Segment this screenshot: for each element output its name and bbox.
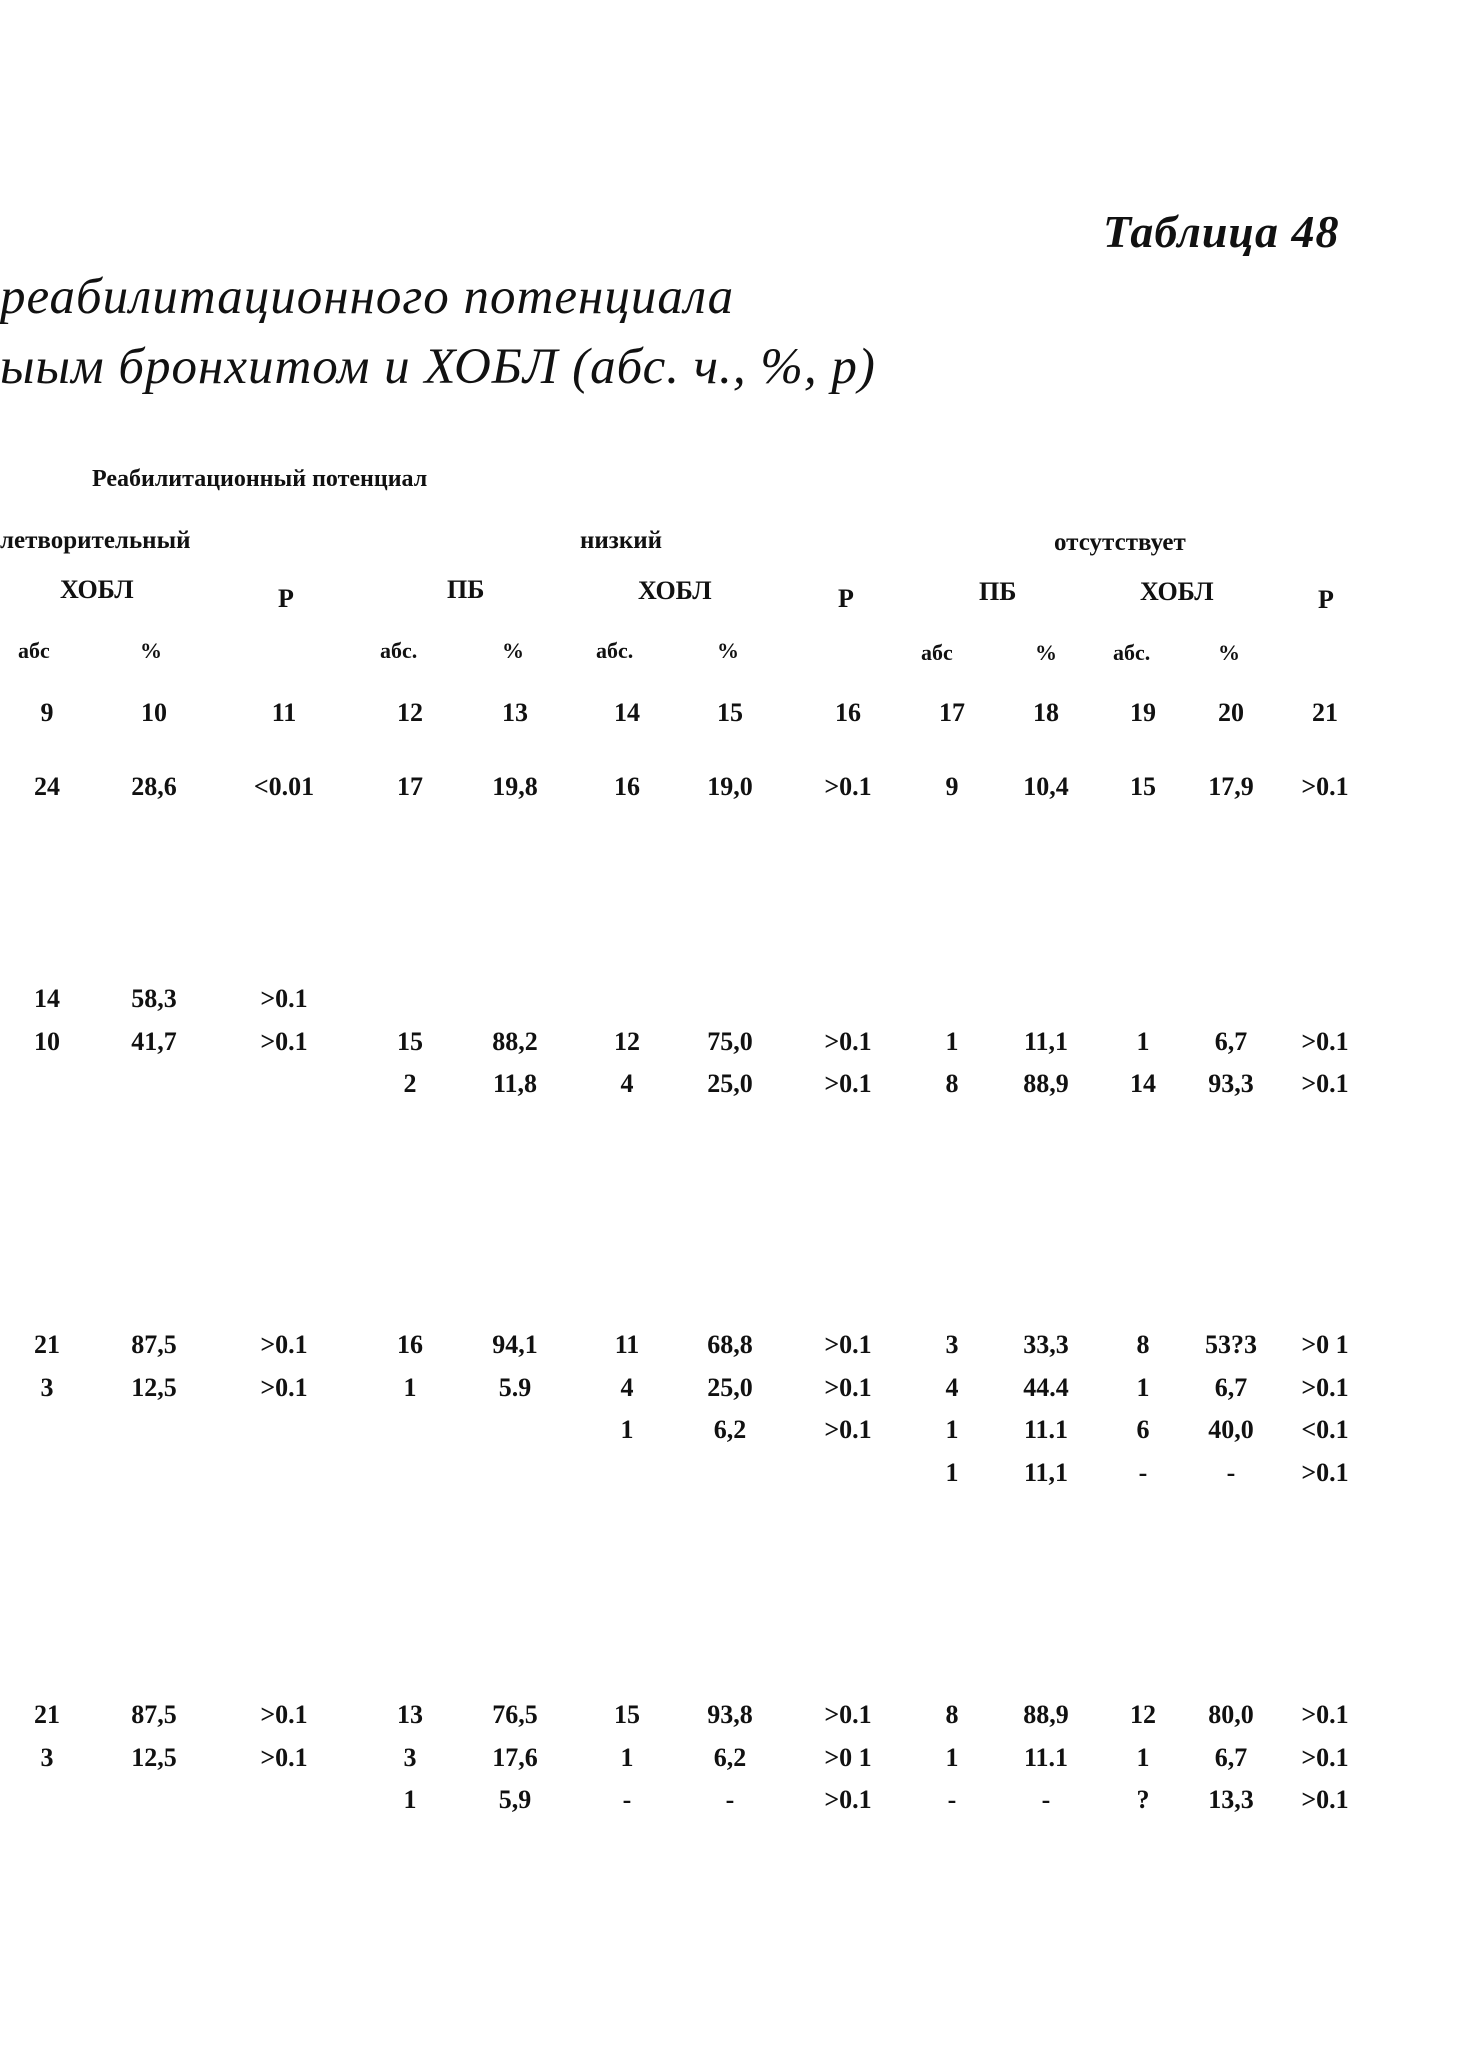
table-cell: <0.01 [253, 772, 315, 801]
table-cell: 3 [40, 1373, 54, 1402]
table-cell: 75,0 [707, 1027, 753, 1056]
table-cell: >0.1 [1301, 1785, 1349, 1814]
table-cell: 1 [403, 1373, 417, 1402]
table-cell: 1 [620, 1743, 634, 1772]
table-cell: 15 [614, 1700, 640, 1729]
table-cell: 41,7 [131, 1027, 177, 1056]
table-cell: 5,9 [498, 1785, 532, 1814]
table-cell: 12 [614, 1027, 640, 1056]
unit-label-abs: абс. [380, 638, 418, 663]
subgroup-copd: ХОБЛ [1140, 577, 1214, 606]
table-cell: 14 [1130, 1069, 1156, 1098]
table-cell: 16 [614, 772, 640, 801]
table-label: Таблица 48 [1103, 206, 1340, 257]
unit-label-percent: % [1218, 640, 1240, 665]
table-cell: >0.1 [824, 1785, 872, 1814]
table-cell: 1 [945, 1415, 959, 1444]
unit-label-abs: абс [18, 638, 50, 663]
table-cell: 15 [1130, 772, 1156, 801]
table-cell: 5.9 [498, 1373, 532, 1402]
table-cell: >0.1 [824, 1069, 872, 1098]
table-cell: 1 [403, 1785, 417, 1814]
table-cell: 3 [403, 1743, 417, 1772]
table-cell: 28,6 [131, 772, 177, 801]
table-cell: 88,9 [1023, 1069, 1069, 1098]
table-cell: >0.1 [824, 1415, 872, 1444]
table-cell: 21 [34, 1700, 60, 1729]
table-cell: 6,7 [1214, 1373, 1248, 1402]
table-cell: >0.1 [1301, 1458, 1349, 1487]
table-cell: <0.1 [1301, 1415, 1349, 1444]
table-cell: 8 [945, 1069, 959, 1098]
table-cell: 9 [945, 772, 959, 801]
table-cell: 11,1 [1023, 1027, 1069, 1056]
table-cell: >0.1 [260, 1743, 308, 1772]
column-number: 12 [397, 698, 423, 727]
table-cell: 11,8 [492, 1069, 538, 1098]
table-cell: >0.1 [1301, 772, 1349, 801]
table-cell: 4 [620, 1373, 634, 1402]
header-rehab-potential: Реабилитационный потенциал [92, 466, 428, 492]
table-cell: 1 [1136, 1743, 1150, 1772]
table-cell: 12,5 [131, 1743, 177, 1772]
table-cell: >0.1 [824, 772, 872, 801]
table-cell: 16 [397, 1330, 423, 1359]
table-cell: >0.1 [1301, 1700, 1349, 1729]
table-cell: - [1041, 1785, 1051, 1814]
table-cell: 6,7 [1214, 1743, 1248, 1772]
column-number: 9 [40, 698, 54, 727]
subgroup-copd: ХОБЛ [638, 576, 712, 605]
unit-label-percent: % [140, 638, 162, 663]
table-cell: 87,5 [131, 1330, 177, 1359]
table-cell: >0.1 [1301, 1027, 1349, 1056]
table-cell: 11.1 [1023, 1743, 1069, 1772]
table-cell: >0 1 [1301, 1330, 1349, 1359]
table-cell: 21 [34, 1330, 60, 1359]
group-absent: отсутствует [1054, 529, 1186, 556]
table-cell: 17,9 [1208, 772, 1254, 801]
table-cell: 17,6 [492, 1743, 538, 1772]
table-cell: 19,8 [492, 772, 538, 801]
table-cell: 1 [945, 1027, 959, 1056]
table-cell: 4 [945, 1373, 959, 1402]
unit-label-percent: % [1035, 640, 1057, 665]
table-cell: 6,2 [713, 1415, 747, 1444]
table-cell: 88,9 [1023, 1700, 1069, 1729]
table-cell: >0.1 [824, 1330, 872, 1359]
table-cell: 6,7 [1214, 1027, 1248, 1056]
table-cell: >0.1 [1301, 1373, 1349, 1402]
table-cell: 93,8 [707, 1700, 753, 1729]
table-cell: 1 [945, 1743, 959, 1772]
table-cell: >0.1 [824, 1700, 872, 1729]
subgroup-pb: ПБ [447, 575, 485, 604]
table-cell: 4 [620, 1069, 634, 1098]
table-cell: 53?3 [1205, 1330, 1257, 1359]
column-number: 18 [1033, 698, 1059, 727]
table-cell: - [725, 1785, 735, 1814]
table-cell: 12 [1130, 1700, 1156, 1729]
table-cell: 14 [34, 984, 60, 1013]
table-cell: >0.1 [260, 1373, 308, 1402]
table-cell: 19,0 [707, 772, 753, 801]
table-cell: 68,8 [707, 1330, 753, 1359]
table-cell: 33,3 [1023, 1330, 1069, 1359]
table-cell: 8 [1136, 1330, 1150, 1359]
table-cell: 40,0 [1208, 1415, 1254, 1444]
column-number: 11 [271, 698, 297, 727]
subgroup-pb: ПБ [979, 577, 1017, 606]
table-cell: >0.1 [260, 1330, 308, 1359]
unit-label-percent: % [502, 638, 524, 663]
table-cell: 1 [620, 1415, 634, 1444]
table-cell: - [1226, 1458, 1236, 1487]
table-cell: 13 [397, 1700, 423, 1729]
table-title-line-2: ыым бронхитом и ХОБЛ (абс. ч., %, р) [0, 339, 876, 395]
table-cell: >0.1 [1301, 1743, 1349, 1772]
subgroup-p: Р [838, 584, 854, 613]
table-cell: 87,5 [131, 1700, 177, 1729]
unit-label-abs: абс. [1113, 640, 1151, 665]
table-cell: 2 [403, 1069, 417, 1098]
table-cell: 6 [1136, 1415, 1150, 1444]
table-cell: 93,3 [1208, 1069, 1254, 1098]
table-cell: 3 [40, 1743, 54, 1772]
table-cell: >0.1 [824, 1027, 872, 1056]
table-cell: 12,5 [131, 1373, 177, 1402]
table-cell: >0.1 [260, 984, 308, 1013]
column-number: 14 [614, 698, 640, 727]
table-cell: 15 [397, 1027, 423, 1056]
column-number: 21 [1312, 698, 1338, 727]
column-number: 17 [939, 698, 965, 727]
table-cell: >0.1 [260, 1700, 308, 1729]
table-cell: 10 [34, 1027, 60, 1056]
table-cell: 6,2 [713, 1743, 747, 1772]
table-cell: 58,3 [131, 984, 177, 1013]
subgroup-p: Р [278, 584, 294, 613]
table-cell: 11 [614, 1330, 640, 1359]
column-number: 13 [502, 698, 528, 727]
column-number: 10 [141, 698, 167, 727]
table-cell: 1 [945, 1458, 959, 1487]
table-cell: 88,2 [492, 1027, 538, 1056]
table-cell: 1 [1136, 1373, 1150, 1402]
table-cell: 44.4 [1023, 1373, 1069, 1402]
unit-label-abs: абс [921, 640, 953, 665]
table-cell: 17 [397, 772, 423, 801]
table-cell: - [947, 1785, 957, 1814]
table-cell: 8 [945, 1700, 959, 1729]
table-title-line-1: реабилитационного потенциала [0, 269, 735, 325]
table-cell: ? [1136, 1785, 1150, 1814]
table-cell: 11.1 [1023, 1415, 1069, 1444]
column-number: 15 [717, 698, 743, 727]
table-cell: 94,1 [492, 1330, 538, 1359]
group-low: низкий [580, 527, 663, 554]
table-cell: 1 [1136, 1027, 1150, 1056]
table-cell: 10,4 [1023, 772, 1069, 801]
unit-label-abs: абс. [596, 638, 634, 663]
table-cell: - [622, 1785, 632, 1814]
table-cell: >0 1 [824, 1743, 872, 1772]
unit-label-percent: % [717, 638, 739, 663]
table-cell: 25,0 [707, 1373, 753, 1402]
table-cell: 25,0 [707, 1069, 753, 1098]
table-cell: 11,1 [1023, 1458, 1069, 1487]
column-number: 19 [1130, 698, 1156, 727]
table-cell: >0.1 [260, 1027, 308, 1056]
column-number: 16 [835, 698, 861, 727]
table-cell: >0.1 [824, 1373, 872, 1402]
subgroup-copd: ХОБЛ [60, 575, 134, 604]
group-satisfactory: летворительный [0, 527, 191, 554]
table-cell: >0.1 [1301, 1069, 1349, 1098]
subgroup-p: Р [1318, 585, 1334, 614]
table-cell: 13,3 [1208, 1785, 1254, 1814]
table-cell: 24 [34, 772, 60, 801]
column-number: 20 [1218, 698, 1244, 727]
table-cell: - [1138, 1458, 1148, 1487]
table-cell: 76,5 [492, 1700, 538, 1729]
table-cell: 80,0 [1208, 1700, 1254, 1729]
table-cell: 3 [945, 1330, 959, 1359]
